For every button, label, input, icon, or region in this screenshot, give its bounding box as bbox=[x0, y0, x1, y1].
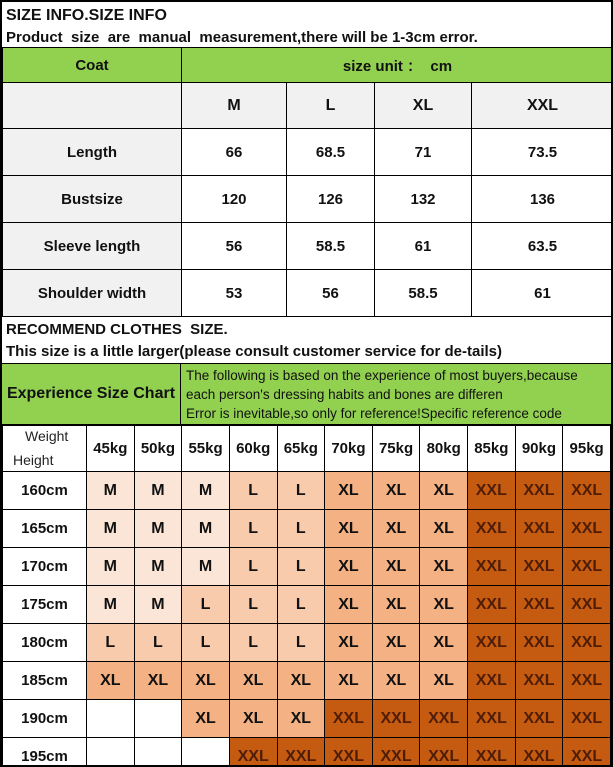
weight-header: 95kg bbox=[563, 426, 611, 472]
matrix-cell: XXL bbox=[563, 510, 611, 548]
matrix-cell: L bbox=[229, 472, 277, 510]
weight-height-corner bbox=[3, 426, 87, 472]
matrix-cell: XXL bbox=[515, 738, 563, 767]
matrix-row bbox=[3, 700, 611, 738]
matrix-cell: XL bbox=[277, 662, 325, 700]
matrix-cell: XXL bbox=[420, 700, 468, 738]
matrix-cell: L bbox=[277, 510, 325, 548]
matrix-cell: XXL bbox=[563, 624, 611, 662]
matrix-cell: L bbox=[277, 586, 325, 624]
weight-header: 55kg bbox=[182, 426, 230, 472]
size-row-label: Length bbox=[3, 129, 182, 176]
matrix-cell: XL bbox=[372, 548, 420, 586]
height-label: 190cm bbox=[3, 700, 87, 738]
matrix-cell: XL bbox=[420, 510, 468, 548]
recommend-subtitle: This size is a little larger(please consult customer service for de-tails) bbox=[6, 343, 503, 360]
matrix-cell: XXL bbox=[515, 510, 563, 548]
matrix-cell: XXL bbox=[277, 738, 325, 767]
matrix-cell: L bbox=[277, 548, 325, 586]
size-table-row bbox=[3, 270, 613, 317]
matrix-cell: M bbox=[87, 510, 135, 548]
matrix-cell: L bbox=[134, 624, 182, 662]
size-col-header: M bbox=[182, 83, 287, 129]
size-value: 73.5 bbox=[472, 129, 613, 176]
matrix-cell: XL bbox=[420, 662, 468, 700]
matrix-cell: XL bbox=[325, 586, 373, 624]
matrix-cell: L bbox=[182, 586, 230, 624]
weight-header: 85kg bbox=[468, 426, 516, 472]
page-title: SIZE INFO.SIZE INFO bbox=[6, 7, 167, 24]
experience-matrix-table bbox=[2, 425, 611, 767]
matrix-cell: L bbox=[229, 510, 277, 548]
matrix-head bbox=[3, 426, 611, 472]
matrix-cell: XL bbox=[420, 624, 468, 662]
weight-header: 80kg bbox=[420, 426, 468, 472]
matrix-cell: M bbox=[182, 472, 230, 510]
matrix-cell: M bbox=[134, 472, 182, 510]
weight-header: 90kg bbox=[515, 426, 563, 472]
matrix-row bbox=[3, 510, 611, 548]
size-row-label: Sleeve length bbox=[3, 223, 182, 270]
weight-header: 60kg bbox=[229, 426, 277, 472]
experience-section bbox=[2, 363, 611, 425]
matrix-cell: XL bbox=[372, 586, 420, 624]
experience-note-line: The following is based on the experience of most buyers,because bbox=[186, 368, 578, 383]
experience-note bbox=[181, 364, 611, 424]
size-value: 58.5 bbox=[287, 223, 375, 270]
matrix-cell: XXL bbox=[515, 472, 563, 510]
matrix-cell: XL bbox=[134, 662, 182, 700]
size-value: 58.5 bbox=[375, 270, 472, 317]
matrix-cell: XL bbox=[325, 472, 373, 510]
matrix-cell: XXL bbox=[468, 472, 516, 510]
matrix-cell: XL bbox=[372, 510, 420, 548]
matrix-row bbox=[3, 738, 611, 767]
size-value: 68.5 bbox=[287, 129, 375, 176]
matrix-cell: XXL bbox=[515, 548, 563, 586]
matrix-cell: L bbox=[229, 586, 277, 624]
top-info bbox=[2, 2, 611, 47]
matrix-cell: XXL bbox=[372, 738, 420, 767]
size-value: 56 bbox=[182, 223, 287, 270]
matrix-cell: XXL bbox=[325, 700, 373, 738]
height-label: 165cm bbox=[3, 510, 87, 548]
matrix-cell: XXL bbox=[372, 700, 420, 738]
weight-header: 65kg bbox=[277, 426, 325, 472]
size-value: 53 bbox=[182, 270, 287, 317]
size-table-row bbox=[3, 129, 613, 176]
size-value: 136 bbox=[472, 176, 613, 223]
weight-header: 50kg bbox=[134, 426, 182, 472]
matrix-cell: XXL bbox=[515, 586, 563, 624]
size-col-header: L bbox=[287, 83, 375, 129]
matrix-cell: XXL bbox=[325, 738, 373, 767]
matrix-cell: XL bbox=[229, 662, 277, 700]
matrix-cell: M bbox=[182, 510, 230, 548]
matrix-cell: XXL bbox=[468, 510, 516, 548]
matrix-cell: XL bbox=[420, 586, 468, 624]
matrix-cell: XL bbox=[420, 472, 468, 510]
weight-header: 45kg bbox=[87, 426, 135, 472]
weight-header: 70kg bbox=[325, 426, 373, 472]
height-label: 185cm bbox=[3, 662, 87, 700]
height-label: 195cm bbox=[3, 738, 87, 767]
size-table-body bbox=[3, 83, 613, 317]
height-label: 160cm bbox=[3, 472, 87, 510]
matrix-cell: XL bbox=[420, 548, 468, 586]
matrix-cell: XXL bbox=[563, 662, 611, 700]
experience-note-line: Error is inevitable,so only for reference!Specific reference code bbox=[186, 406, 562, 421]
matrix-cell: L bbox=[229, 548, 277, 586]
matrix-cell: XL bbox=[87, 662, 135, 700]
size-col-header: XL bbox=[375, 83, 472, 129]
size-row-label: Shoulder width bbox=[3, 270, 182, 317]
matrix-cell: XL bbox=[325, 548, 373, 586]
matrix-cell: XXL bbox=[563, 586, 611, 624]
recommend-title: RECOMMEND CLOTHES SIZE. bbox=[6, 321, 228, 338]
matrix-cell: XXL bbox=[468, 738, 516, 767]
matrix-cell: XXL bbox=[420, 738, 468, 767]
matrix-cell: XXL bbox=[468, 662, 516, 700]
matrix-cell: XL bbox=[182, 662, 230, 700]
matrix-cell: XL bbox=[372, 662, 420, 700]
measurement-note: Product size are manual measurement,there will be 1-3cm error. bbox=[6, 29, 478, 46]
unit-row bbox=[3, 48, 613, 83]
size-value: 61 bbox=[472, 270, 613, 317]
matrix-cell: L bbox=[229, 624, 277, 662]
matrix-cell: XL bbox=[325, 510, 373, 548]
matrix-header-row bbox=[3, 426, 611, 472]
matrix-cell: L bbox=[87, 624, 135, 662]
matrix-empty-cell bbox=[182, 738, 230, 767]
category-cell: Coat bbox=[3, 48, 182, 83]
matrix-cell: XXL bbox=[515, 662, 563, 700]
matrix-cell: XL bbox=[372, 624, 420, 662]
size-value: 61 bbox=[375, 223, 472, 270]
matrix-cell: M bbox=[134, 586, 182, 624]
recommend-section bbox=[2, 317, 611, 363]
matrix-empty-cell bbox=[134, 700, 182, 738]
matrix-cell: L bbox=[182, 624, 230, 662]
height-label: 170cm bbox=[3, 548, 87, 586]
matrix-cell: XXL bbox=[515, 700, 563, 738]
size-value: 71 bbox=[375, 129, 472, 176]
size-value: 126 bbox=[287, 176, 375, 223]
size-value: 66 bbox=[182, 129, 287, 176]
height-label: 180cm bbox=[3, 624, 87, 662]
matrix-cell: XXL bbox=[468, 548, 516, 586]
matrix-row bbox=[3, 472, 611, 510]
experience-chart-label: Experience Size Chart bbox=[2, 364, 181, 424]
size-value: 56 bbox=[287, 270, 375, 317]
matrix-cell: M bbox=[182, 548, 230, 586]
size-header-row bbox=[3, 83, 613, 129]
matrix-cell: XXL bbox=[563, 700, 611, 738]
size-value: 120 bbox=[182, 176, 287, 223]
matrix-cell: M bbox=[87, 586, 135, 624]
size-col-header: XXL bbox=[472, 83, 613, 129]
size-value: 132 bbox=[375, 176, 472, 223]
matrix-row bbox=[3, 624, 611, 662]
size-table-row bbox=[3, 223, 613, 270]
matrix-cell: XL bbox=[277, 700, 325, 738]
experience-note-line: each person's dressing habits and bones are differen bbox=[186, 387, 503, 402]
matrix-empty-cell bbox=[87, 738, 135, 767]
matrix-cell: XXL bbox=[468, 586, 516, 624]
corner-height-label: Height bbox=[13, 452, 54, 468]
matrix-cell: M bbox=[87, 472, 135, 510]
matrix-cell: XXL bbox=[515, 624, 563, 662]
corner-weight-label: Weight bbox=[25, 428, 69, 444]
matrix-cell: XXL bbox=[229, 738, 277, 767]
matrix-cell: XL bbox=[229, 700, 277, 738]
size-table bbox=[2, 47, 613, 317]
matrix-cell: XL bbox=[372, 472, 420, 510]
matrix-cell: M bbox=[134, 548, 182, 586]
matrix-cell: L bbox=[277, 472, 325, 510]
matrix-cell: XL bbox=[325, 662, 373, 700]
matrix-cell: L bbox=[277, 624, 325, 662]
unit-cell: size unit ： cm bbox=[182, 48, 613, 83]
matrix-cell: XXL bbox=[468, 624, 516, 662]
matrix-cell: XXL bbox=[468, 700, 516, 738]
matrix-cell: M bbox=[87, 548, 135, 586]
matrix-cell: XL bbox=[182, 700, 230, 738]
matrix-empty-cell bbox=[134, 738, 182, 767]
matrix-row bbox=[3, 662, 611, 700]
matrix-cell: XXL bbox=[563, 548, 611, 586]
matrix-cell: XL bbox=[325, 624, 373, 662]
weight-header: 75kg bbox=[372, 426, 420, 472]
matrix-cell: XXL bbox=[563, 738, 611, 767]
matrix-cell: XXL bbox=[563, 472, 611, 510]
height-label: 175cm bbox=[3, 586, 87, 624]
matrix-cell: M bbox=[134, 510, 182, 548]
matrix-row bbox=[3, 548, 611, 586]
size-row-label: Bustsize bbox=[3, 176, 182, 223]
matrix-row bbox=[3, 586, 611, 624]
size-table-row bbox=[3, 176, 613, 223]
size-value: 63.5 bbox=[472, 223, 613, 270]
matrix-empty-cell bbox=[87, 700, 135, 738]
matrix-body bbox=[3, 472, 611, 767]
size-corner-blank bbox=[3, 83, 182, 129]
